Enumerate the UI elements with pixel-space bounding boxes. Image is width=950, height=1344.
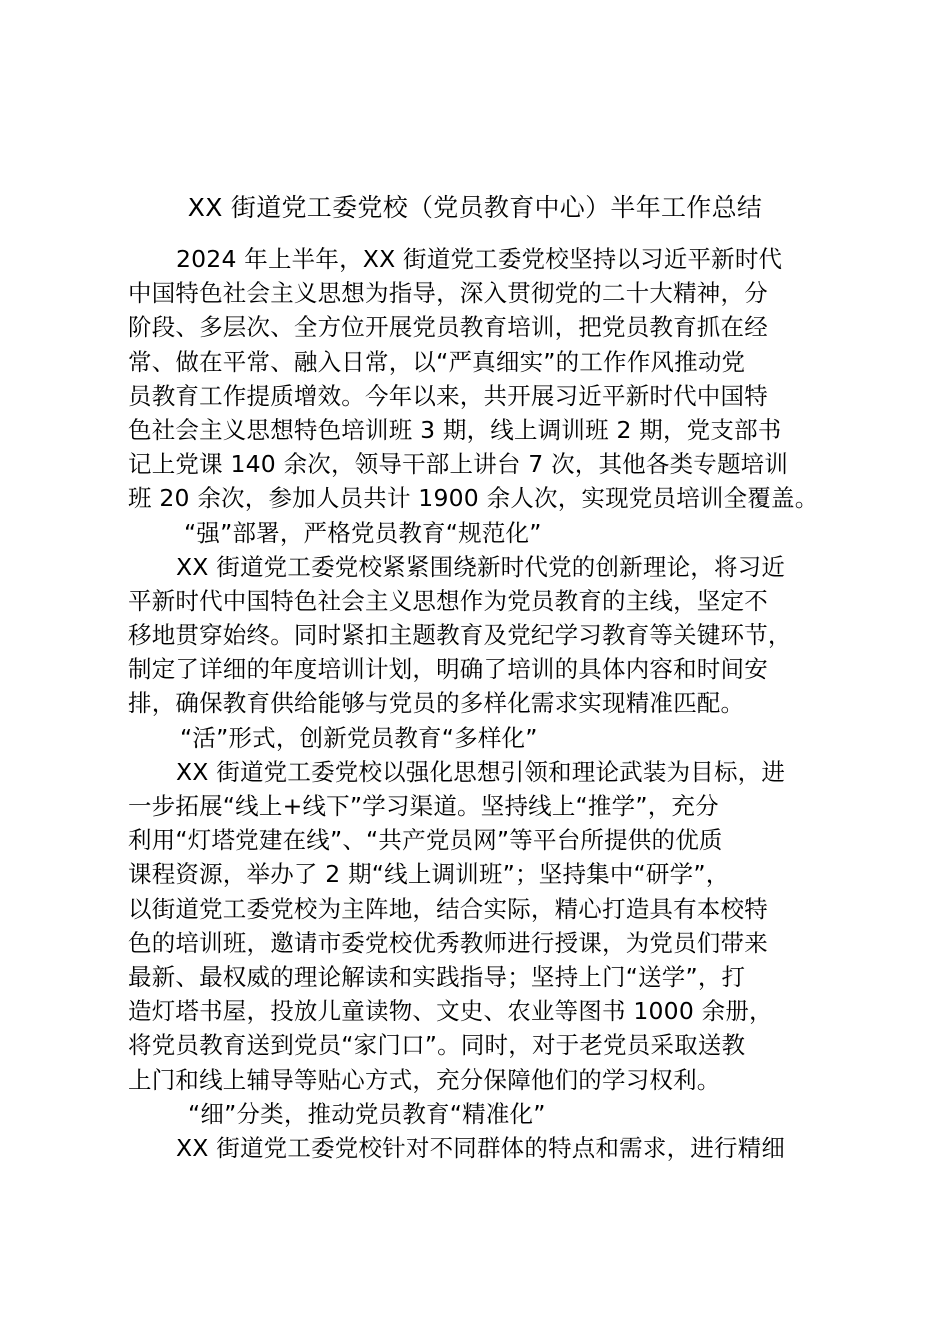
paragraph-line: XX 街道党工委党校以强化思想引领和理论武装为目标，进 [176,757,786,786]
paragraph-line: 利用“灯塔党建在线”、“共产党员网”等平台所提供的优质 [128,826,723,855]
paragraph-line: 上门和线上辅导等贴心方式，充分保障他们的学习权利。 [128,1065,721,1094]
paragraph-line: 2024 年上半年，XX 街道党工委党校坚持以习近平新时代 [176,245,783,273]
paragraph-line: 阶段、多层次、全方位开展党员教育培训，把党员教育抓在经 [128,313,768,342]
paragraph-line: 以街道党工委党校为主阵地，结合实际，精心打造具有本校特 [128,894,768,923]
paragraph-line: 班 20 余次，参加人员共计 1900 余人次，实现党员培训全覆盖。 [128,484,819,513]
paragraph-line: 课程资源，举办了 2 期“线上调训班”；坚持集中“研学”， [128,860,730,889]
paragraph-line: 最新、最权威的理论解读和实践指导；坚持上门“送学”，打 [128,962,746,991]
section-heading: “活”形式，创新党员教育“多样化” [180,723,538,752]
section-heading: “细”分类，推动党员教育“精准化” [188,1099,546,1128]
paragraph-line: 制定了详细的年度培训计划，明确了培训的具体内容和时间安 [128,655,768,684]
paragraph-line: XX 街道党工委党校紧紧围绕新时代党的创新理论，将习近 [176,552,786,581]
document-body [128,242,836,1165]
paragraph-line: 移地贯穿始终。同时紧扣主题教育及党纪学习教育等关键环节， [128,621,792,650]
paragraph-line: 将党员教育送到党员“家门口”。同时，对于老党员采取送教 [128,1031,746,1060]
paragraph-line: 记上党课 140 余次，领导干部上讲台 7 次，其他各类专题培训 [128,450,789,479]
paragraph-line: 员教育工作提质增效。今年以来，共开展习近平新时代中国特 [128,381,768,410]
paragraph-line: 常、做在平常、融入日常，以“严真细实”的工作作风推动党 [128,347,746,376]
section-heading: “强”部署，严格党员教育“规范化” [184,518,542,547]
paragraph-line: 中国特色社会主义思想为指导，深入贯彻党的二十大精神，分 [128,279,768,308]
paragraph-line: 造灯塔书屋，投放儿童读物、文史、农业等图书 1000 余册， [128,997,773,1026]
paragraph-line: 色的培训班，邀请市委党校优秀教师进行授课，为党员们带来 [128,928,768,957]
paragraph-line: XX 街道党工委党校针对不同群体的特点和需求，进行精细 [176,1133,786,1162]
paragraph-line: 排，确保教育供给能够与党员的多样化需求实现精准匹配。 [128,689,745,718]
paragraph-line: 平新时代中国特色社会主义思想作为党员教育的主线，坚定不 [128,586,768,615]
paragraph-line: 色社会主义思想特色培训班 3 期，线上调训班 2 期，党支部书 [128,415,782,444]
document-title: XX 街道党工委党校（党员教育中心）半年工作总结 [187,193,763,222]
paragraph-line: 一步拓展“线上+线下”学习渠道。坚持线上“推学”，充分 [128,792,719,820]
